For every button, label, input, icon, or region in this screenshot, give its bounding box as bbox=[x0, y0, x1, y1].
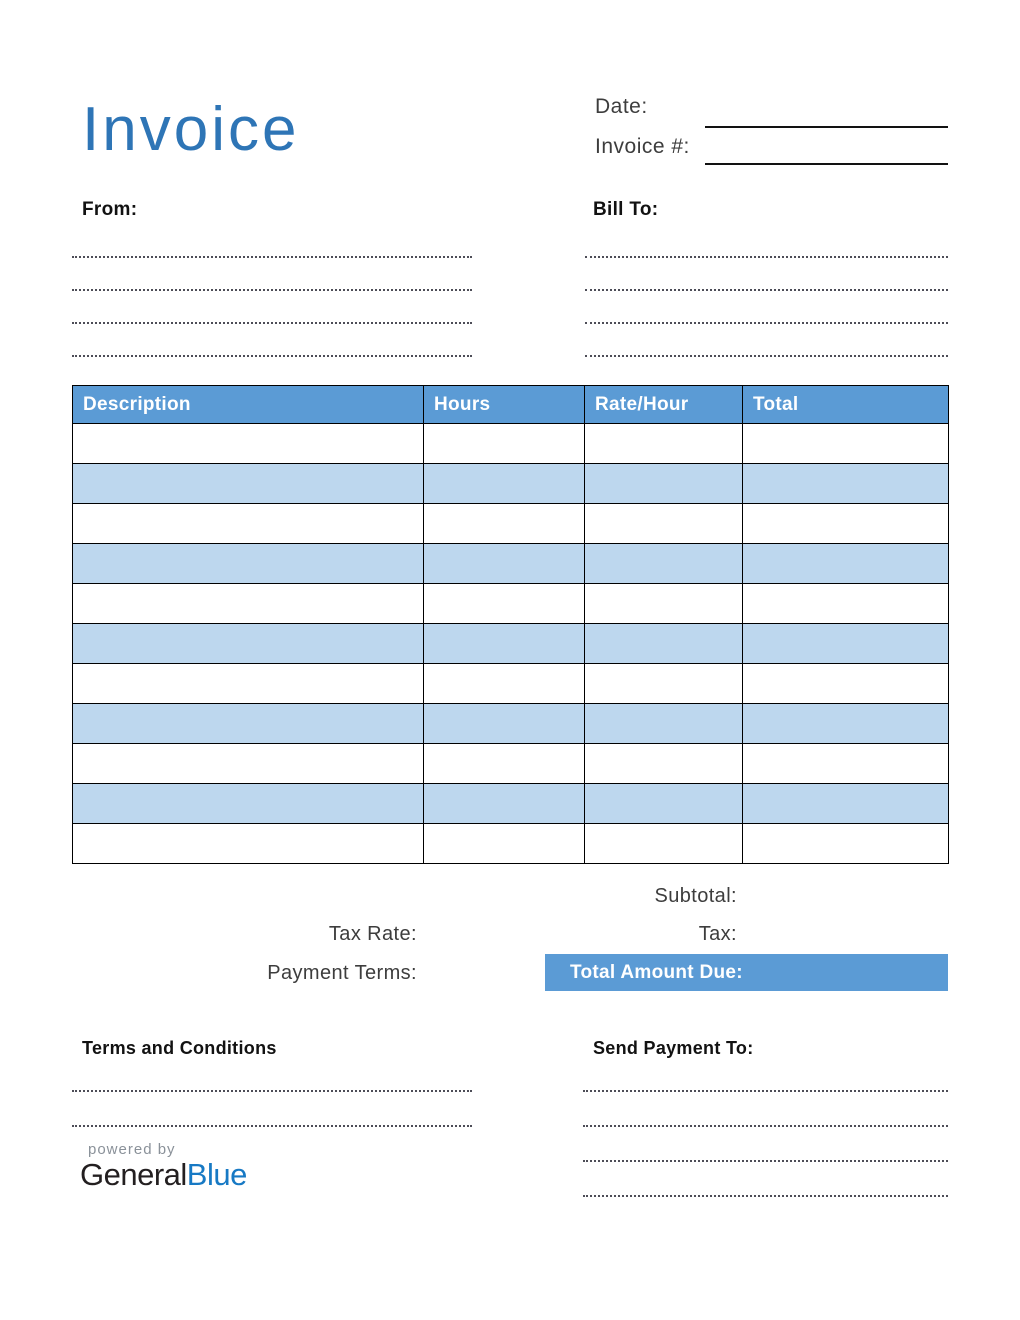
terms-and-conditions-label: Terms and Conditions bbox=[82, 1038, 277, 1058]
invoice-number-label: Invoice #: bbox=[595, 135, 690, 158]
table-cell[interactable] bbox=[73, 424, 424, 464]
table-cell[interactable] bbox=[743, 424, 949, 464]
table-cell[interactable] bbox=[585, 464, 743, 504]
table-cell[interactable] bbox=[424, 464, 585, 504]
table-cell[interactable] bbox=[424, 544, 585, 584]
powered-by-text: powered by bbox=[88, 1141, 176, 1158]
table-cell[interactable] bbox=[743, 504, 949, 544]
fill-line[interactable] bbox=[72, 1057, 472, 1092]
table-cell[interactable] bbox=[73, 664, 424, 704]
table-cell[interactable] bbox=[424, 584, 585, 624]
logo-text-blue: Blue bbox=[186, 1157, 247, 1192]
bill-to-label: Bill To: bbox=[593, 199, 659, 220]
table-row bbox=[73, 624, 949, 664]
table-cell[interactable] bbox=[743, 744, 949, 784]
column-header-total: Total bbox=[743, 386, 949, 424]
fill-line[interactable] bbox=[585, 258, 948, 291]
table-cell[interactable] bbox=[424, 824, 585, 864]
terms-fill-lines bbox=[72, 1057, 472, 1127]
fill-line[interactable] bbox=[583, 1057, 948, 1092]
date-fill-line[interactable] bbox=[705, 126, 948, 128]
line-items-header bbox=[73, 386, 949, 424]
fill-line[interactable] bbox=[72, 258, 472, 291]
fill-line[interactable] bbox=[585, 324, 948, 357]
date-label: Date: bbox=[595, 95, 648, 118]
table-cell[interactable] bbox=[743, 544, 949, 584]
table-cell[interactable] bbox=[585, 544, 743, 584]
table-cell[interactable] bbox=[585, 504, 743, 544]
send-payment-fill-lines bbox=[583, 1057, 948, 1197]
table-cell[interactable] bbox=[743, 704, 949, 744]
tax-label: Tax: bbox=[698, 923, 737, 945]
fill-line[interactable] bbox=[583, 1092, 948, 1127]
table-cell[interactable] bbox=[73, 464, 424, 504]
table-cell[interactable] bbox=[424, 504, 585, 544]
table-cell[interactable] bbox=[73, 504, 424, 544]
table-cell[interactable] bbox=[585, 424, 743, 464]
from-fill-lines bbox=[72, 225, 472, 357]
table-row bbox=[73, 744, 949, 784]
invoice-number-fill-line[interactable] bbox=[705, 163, 948, 165]
fill-line[interactable] bbox=[583, 1162, 948, 1197]
fill-line[interactable] bbox=[72, 291, 472, 324]
table-cell[interactable] bbox=[424, 664, 585, 704]
invoice-title: Invoice bbox=[82, 95, 300, 164]
table-cell[interactable] bbox=[743, 464, 949, 504]
table-cell[interactable] bbox=[73, 824, 424, 864]
table-cell[interactable] bbox=[585, 744, 743, 784]
table-cell[interactable] bbox=[424, 624, 585, 664]
table-cell[interactable] bbox=[585, 584, 743, 624]
table-cell[interactable] bbox=[743, 784, 949, 824]
table-cell[interactable] bbox=[585, 704, 743, 744]
fill-line[interactable] bbox=[585, 291, 948, 324]
table-row bbox=[73, 664, 949, 704]
fill-line[interactable] bbox=[72, 225, 472, 258]
subtotal-label: Subtotal: bbox=[654, 885, 737, 907]
table-cell[interactable] bbox=[585, 624, 743, 664]
table-cell[interactable] bbox=[585, 824, 743, 864]
table-cell[interactable] bbox=[585, 784, 743, 824]
total-amount-due-bar bbox=[545, 954, 948, 991]
table-cell[interactable] bbox=[73, 584, 424, 624]
fill-line[interactable] bbox=[72, 324, 472, 357]
general-blue-logo bbox=[80, 1157, 247, 1193]
payment-terms-label: Payment Terms: bbox=[267, 962, 417, 984]
table-cell[interactable] bbox=[743, 584, 949, 624]
table-cell[interactable] bbox=[73, 744, 424, 784]
table-row bbox=[73, 824, 949, 864]
table-row bbox=[73, 424, 949, 464]
table-row bbox=[73, 784, 949, 824]
line-items-table bbox=[72, 385, 949, 864]
tax-rate-label: Tax Rate: bbox=[328, 923, 417, 945]
table-cell[interactable] bbox=[73, 784, 424, 824]
total-amount-due-label: Total Amount Due: bbox=[570, 962, 743, 983]
logo-text-general: General bbox=[80, 1157, 187, 1192]
fill-line[interactable] bbox=[585, 225, 948, 258]
table-cell[interactable] bbox=[743, 624, 949, 664]
table-row bbox=[73, 584, 949, 624]
table-cell[interactable] bbox=[424, 784, 585, 824]
from-label: From: bbox=[82, 199, 138, 220]
table-cell[interactable] bbox=[424, 704, 585, 744]
table-cell[interactable] bbox=[424, 744, 585, 784]
table-row bbox=[73, 704, 949, 744]
table-cell[interactable] bbox=[73, 624, 424, 664]
table-row bbox=[73, 504, 949, 544]
send-payment-to-label: Send Payment To: bbox=[593, 1038, 754, 1058]
table-cell[interactable] bbox=[73, 544, 424, 584]
table-row bbox=[73, 464, 949, 504]
fill-line[interactable] bbox=[583, 1127, 948, 1162]
column-header-rate-hour: Rate/Hour bbox=[585, 386, 743, 424]
column-header-description: Description bbox=[73, 386, 424, 424]
bill-to-fill-lines bbox=[585, 225, 948, 357]
column-header-hours: Hours bbox=[424, 386, 585, 424]
table-cell[interactable] bbox=[585, 664, 743, 704]
table-cell[interactable] bbox=[743, 824, 949, 864]
table-cell[interactable] bbox=[424, 424, 585, 464]
table-row bbox=[73, 544, 949, 584]
fill-line[interactable] bbox=[72, 1092, 472, 1127]
table-cell[interactable] bbox=[743, 664, 949, 704]
line-items-body bbox=[73, 424, 949, 864]
table-cell[interactable] bbox=[73, 704, 424, 744]
